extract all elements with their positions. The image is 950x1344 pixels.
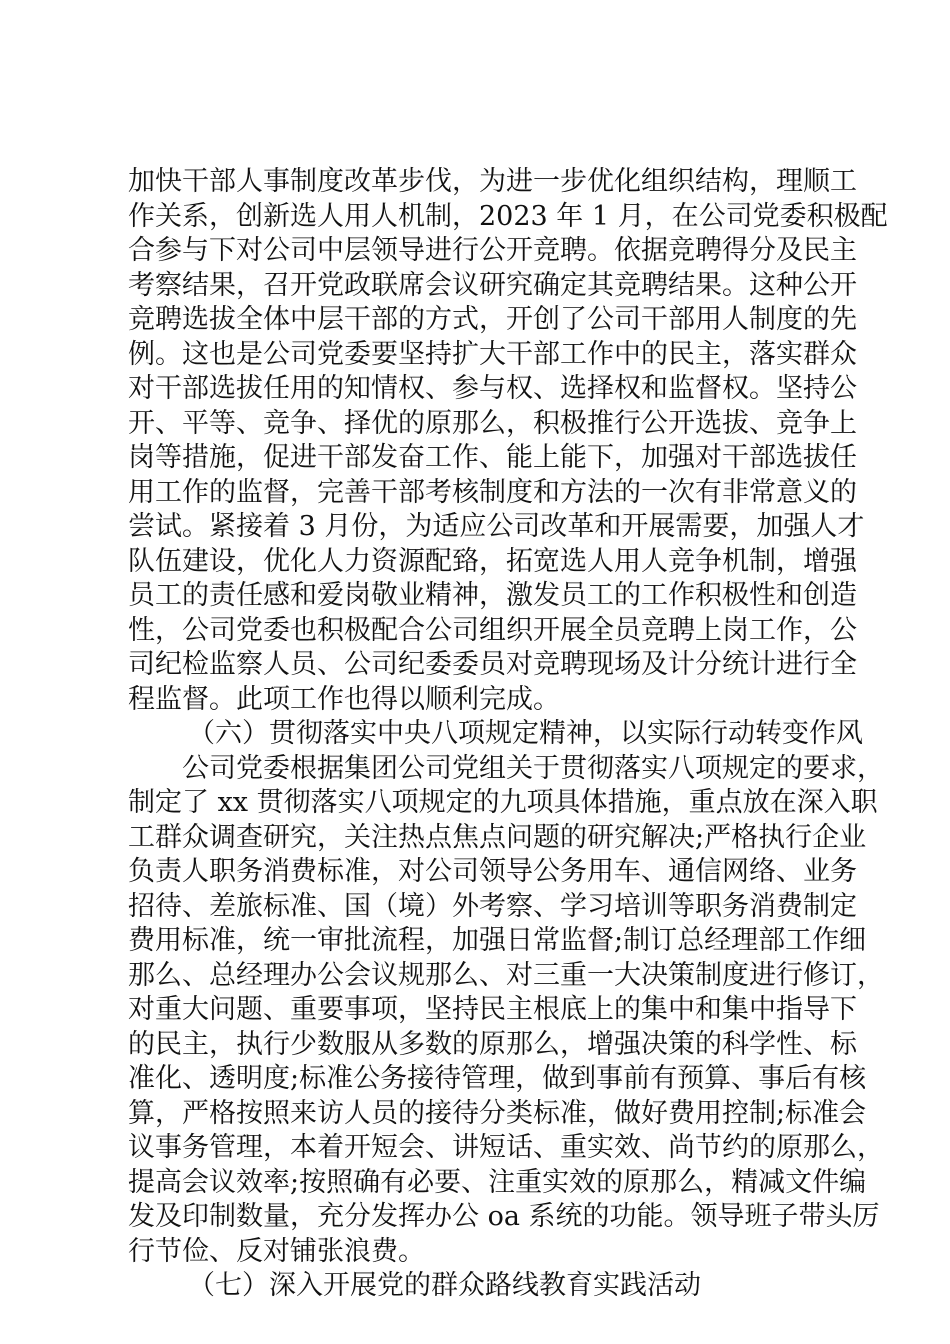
text-line: 招待、差旅标准、国（境）外考察、学习培训等职务消费制定 bbox=[128, 890, 857, 922]
text-line: 准化、透明度;标准公务接待管理，做到事前有预算、事后有核 bbox=[128, 1063, 867, 1094]
text-line: 工群众调查研究，关注热点焦点问题的研究解决;严格执行企业 bbox=[128, 821, 867, 853]
text-line: 作关系，创新选人用人机制，2023 年 1 月，在公司党委积极配 bbox=[128, 200, 888, 232]
text-line: 负责人职务消费标准，对公司领导公务用车、通信网络、业务 bbox=[128, 856, 857, 887]
section-heading-6: （六）贯彻落实中央八项规定精神，以实际行动转变作风 bbox=[188, 718, 863, 749]
text-line: 开、平等、竞争、择优的原那么，积极推行公开选拔、竞争上 bbox=[128, 407, 857, 439]
text-line: 员工的责任感和爱岗敬业精神，激发员工的工作积极性和创造 bbox=[128, 580, 857, 611]
document-body bbox=[128, 165, 888, 1304]
text-line: 队伍建设，优化人力资源配臵，拓宽选人用人竞争机制，增强 bbox=[128, 545, 857, 577]
text-line: 费用标准，统一审批流程，加强日常监督;制订总经理部工作细 bbox=[128, 925, 867, 956]
text-line: 性，公司党委也积极配合公司组织开展全员竞聘上岗工作，公 bbox=[128, 614, 857, 646]
text-line: 提高会议效率;按照确有必要、注重实效的原那么，精减文件编 bbox=[128, 1166, 867, 1198]
text-line: 议事务管理，本着开短会、讲短话、重实效、尚节约的原那么， bbox=[128, 1132, 884, 1163]
text-line: 程监督。此项工作也得以顺利完成。 bbox=[128, 683, 560, 715]
text-line: 合参与下对公司中层领导进行公开竞聘。依据竞聘得分及民主 bbox=[128, 235, 857, 266]
text-line: 行节俭、反对铺张浪费。 bbox=[128, 1235, 425, 1267]
text-line: 加快干部人事制度改革步伐，为进一步优化组织结构，理顺工 bbox=[128, 166, 857, 197]
text-line: 例。这也是公司党委要坚持扩大干部工作中的民主，落实群众 bbox=[128, 338, 857, 370]
text-line: 用工作的监督，完善干部考核制度和方法的一次有非常意义的 bbox=[128, 476, 857, 508]
text-line: 制定了 xx 贯彻落实八项规定的九项具体措施，重点放在深入职 bbox=[128, 787, 878, 818]
paragraph-2 bbox=[128, 752, 884, 1270]
text-line: 岗等措施，促进干部发奋工作、能上能下，加强对干部选拔任 bbox=[128, 442, 857, 473]
text-line: 算，严格按照来访人员的接待分类标准，做好费用控制;标准会 bbox=[128, 1097, 867, 1129]
text-line: 司纪检监察人员、公司纪委委员对竞聘现场及计分统计进行全 bbox=[128, 649, 857, 680]
text-line: 那么、总经理办公会议规那么、对三重一大决策制度进行修订， bbox=[128, 959, 884, 991]
text-line: 发及印制数量，充分发挥办公 oa 系统的功能。领导班子带头厉 bbox=[128, 1201, 880, 1232]
paragraph-1 bbox=[128, 165, 888, 717]
text-line: 的民主，执行少数服从多数的原那么，增强决策的科学性、标 bbox=[128, 1028, 857, 1060]
text-line: 对干部选拔任用的知情权、参与权、选择权和监督权。坚持公 bbox=[128, 373, 857, 404]
text-line: 对重大问题、重要事项，坚持民主根底上的集中和集中指导下 bbox=[128, 994, 857, 1025]
text-line: 竞聘选拔全体中层干部的方式，开创了公司干部用人制度的先 bbox=[128, 304, 857, 335]
text-line: 考察结果，召开党政联席会议研究确定其竞聘结果。这种公开 bbox=[128, 269, 857, 301]
section-heading-7: （七）深入开展党的群众路线教育实践活动 bbox=[188, 1270, 701, 1301]
text-line: 尝试。紧接着 3 月份，为适应公司改革和开展需要，加强人才 bbox=[128, 511, 865, 542]
text-line: 公司党委根据集团公司党组关于贯彻落实八项规定的要求， bbox=[182, 752, 884, 784]
